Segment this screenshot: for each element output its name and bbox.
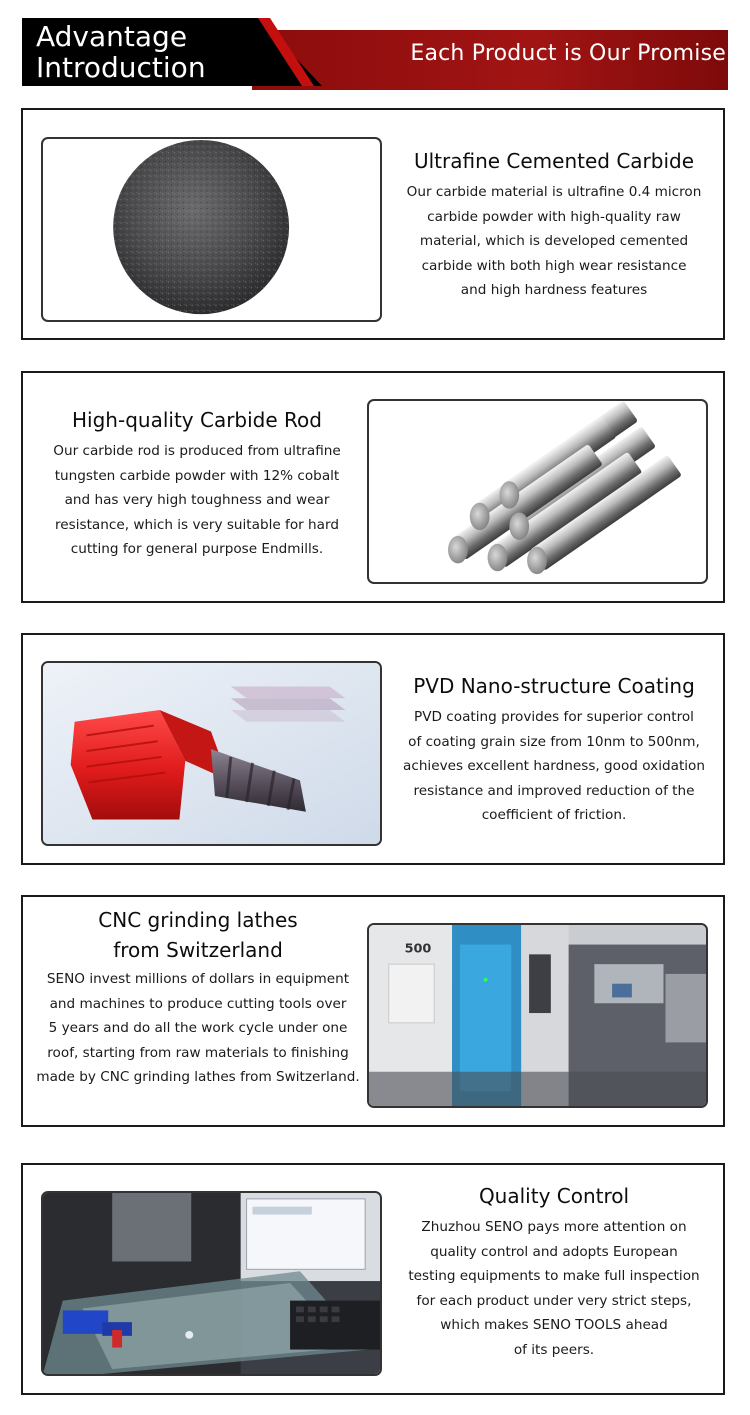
section-quality-control <box>21 1163 725 1395</box>
section-5-title: Quality Control <box>478 1184 630 1208</box>
section-1-title: Ultrafine Cemented Carbide <box>413 149 695 173</box>
section-3-title: PVD Nano-structure Coating <box>413 674 695 698</box>
section-2-text <box>37 405 357 562</box>
inspection-equipment-photo <box>41 1191 382 1376</box>
carbide-powder-photo <box>41 137 382 322</box>
carbide-rods-photo <box>367 399 708 584</box>
section-ultrafine-carbide <box>21 108 725 340</box>
banner-title <box>36 21 206 83</box>
section-4-title: CNC grinding lathes from Switzerland <box>98 908 298 962</box>
banner-title-line1: Advantage <box>36 20 188 53</box>
section-5-text <box>396 1181 712 1362</box>
banner-title-line2: Introduction <box>36 51 206 84</box>
section-carbide-rod <box>21 371 725 603</box>
section-cnc-grinding <box>21 895 725 1127</box>
section-2-body: Our carbide rod is produced from ultrafine tungsten carbide powder with 12% cobalt and has very high toughness and wear resistance, which is very suitable for hard cutting for general purpose Endmills. <box>53 443 341 557</box>
section-pvd-coating <box>21 633 725 865</box>
coated-endmill-photo <box>41 661 382 846</box>
section-3-text <box>396 671 712 828</box>
section-1-body: Our carbide material is ultrafine 0.4 micron carbide powder with high-quality raw material, which is developed cemented carbide with both high wear resistance and high hardness features <box>406 184 702 298</box>
section-1-text <box>396 146 712 303</box>
section-5-body: Zhuzhou SENO pays more attention on quality control and adopts European testing equipments to make full inspection for each product under very strict steps, which makes SENO TOOLS ahead of its peers. <box>408 1219 700 1358</box>
banner-slogan: Each Product is Our Promise <box>410 41 726 66</box>
section-4-body: SENO invest millions of dollars in equipment and machines to produce cutting tools over 5 years and do all the work cycle under one roof, starting from raw materials to finishing made by CNC grinding lathes from Switzerland. <box>36 971 360 1085</box>
header-banner <box>22 18 728 86</box>
section-3-body: PVD coating provides for superior control of coating grain size from 10nm to 500nm, achieves excellent hardness, good oxidation resistance and improved reduction of the coefficient of friction. <box>403 709 705 823</box>
machine-number-label: 500 <box>404 941 432 957</box>
section-2-title: High-quality Carbide Rod <box>72 408 322 432</box>
cnc-workshop-photo <box>367 923 708 1108</box>
section-4-text <box>31 905 365 1090</box>
